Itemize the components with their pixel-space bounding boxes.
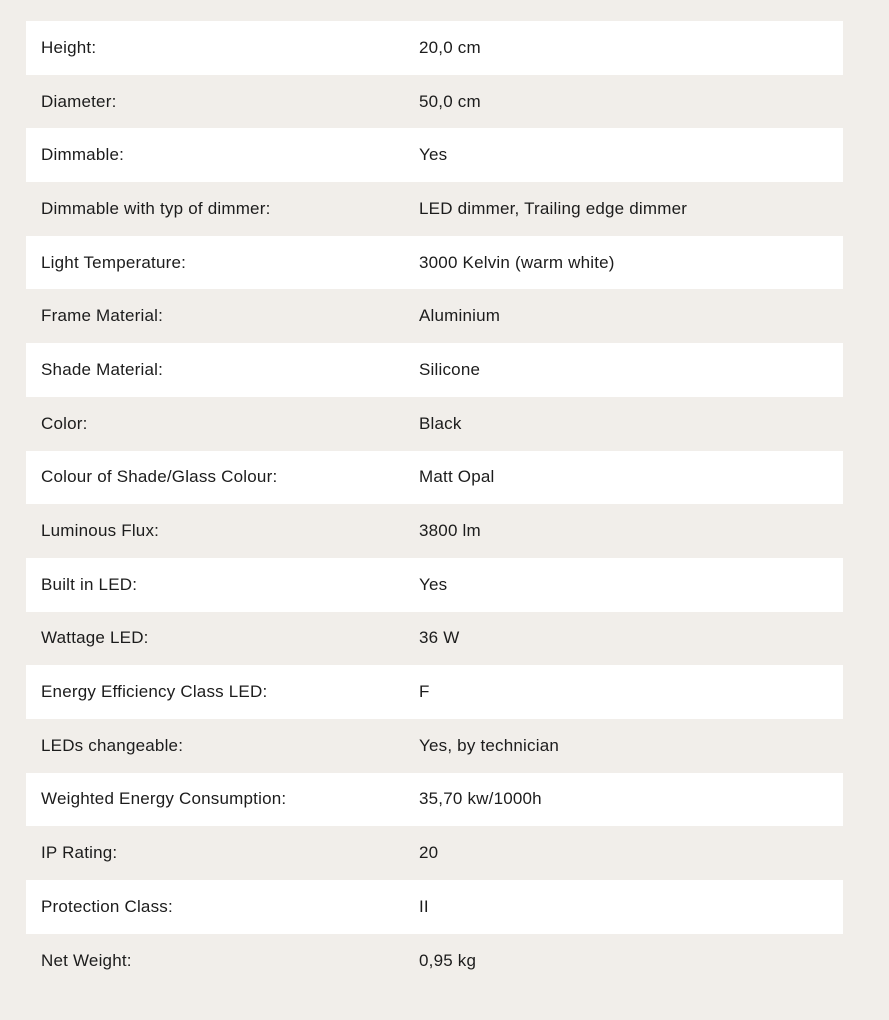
spec-label: Luminous Flux: xyxy=(41,521,160,541)
spec-row-energy-consumption xyxy=(26,773,843,827)
spec-row-dimmer-type xyxy=(26,182,843,236)
spec-value: F xyxy=(419,682,430,702)
spec-value: 35,70 kw/1000h xyxy=(419,789,542,809)
spec-row-wattage-led xyxy=(26,612,843,666)
spec-label: Light Temperature: xyxy=(41,252,187,272)
spec-row-leds-changeable xyxy=(26,719,843,773)
spec-value: Yes, by technician xyxy=(419,735,560,755)
spec-value: II xyxy=(419,896,429,916)
spec-row-protection-class xyxy=(26,880,843,934)
spec-table xyxy=(26,21,843,987)
spec-value: Matt Opal xyxy=(419,467,495,487)
spec-label: LEDs changeable: xyxy=(41,735,184,755)
spec-label: Frame Material: xyxy=(41,306,164,326)
spec-value: Yes xyxy=(419,574,448,594)
spec-row-ip-rating xyxy=(26,826,843,880)
spec-value: Black xyxy=(419,413,462,433)
spec-value: 36 W xyxy=(419,628,460,648)
spec-value: Yes xyxy=(419,145,448,165)
spec-label: Dimmable: xyxy=(41,145,125,165)
spec-label: IP Rating: xyxy=(41,843,118,863)
spec-label: Built in LED: xyxy=(41,574,138,594)
spec-label: Colour of Shade/Glass Colour: xyxy=(41,467,278,487)
spec-label: Weighted Energy Consumption: xyxy=(41,789,287,809)
spec-label: Wattage LED: xyxy=(41,628,149,648)
spec-value: Silicone xyxy=(419,359,481,379)
spec-row-built-in-led xyxy=(26,558,843,612)
spec-value: 50,0 cm xyxy=(419,91,481,111)
spec-row-frame-material xyxy=(26,289,843,343)
spec-value: 3800 lm xyxy=(419,521,481,541)
spec-label: Shade Material: xyxy=(41,359,164,379)
spec-row-shade-material xyxy=(26,343,843,397)
spec-row-light-temperature xyxy=(26,236,843,290)
spec-label: Color: xyxy=(41,413,88,433)
spec-label: Diameter: xyxy=(41,91,117,111)
spec-value: 0,95 kg xyxy=(419,950,477,970)
spec-value: 3000 Kelvin (warm white) xyxy=(419,252,615,272)
spec-row-net-weight xyxy=(26,934,843,988)
spec-row-shade-colour xyxy=(26,451,843,505)
spec-row-diameter xyxy=(26,75,843,129)
spec-value: 20 xyxy=(419,843,439,863)
spec-label: Height: xyxy=(41,37,97,57)
spec-row-height xyxy=(26,21,843,75)
spec-row-energy-class xyxy=(26,665,843,719)
spec-value: 20,0 cm xyxy=(419,37,481,57)
spec-value: Aluminium xyxy=(419,306,501,326)
spec-label: Protection Class: xyxy=(41,896,173,916)
spec-label: Energy Efficiency Class LED: xyxy=(41,682,268,702)
spec-label: Net Weight: xyxy=(41,950,132,970)
spec-row-dimmable xyxy=(26,128,843,182)
spec-row-luminous-flux xyxy=(26,504,843,558)
spec-label: Dimmable with typ of dimmer: xyxy=(41,198,271,218)
spec-row-color xyxy=(26,397,843,451)
spec-value: LED dimmer, Trailing edge dimmer xyxy=(419,198,688,218)
